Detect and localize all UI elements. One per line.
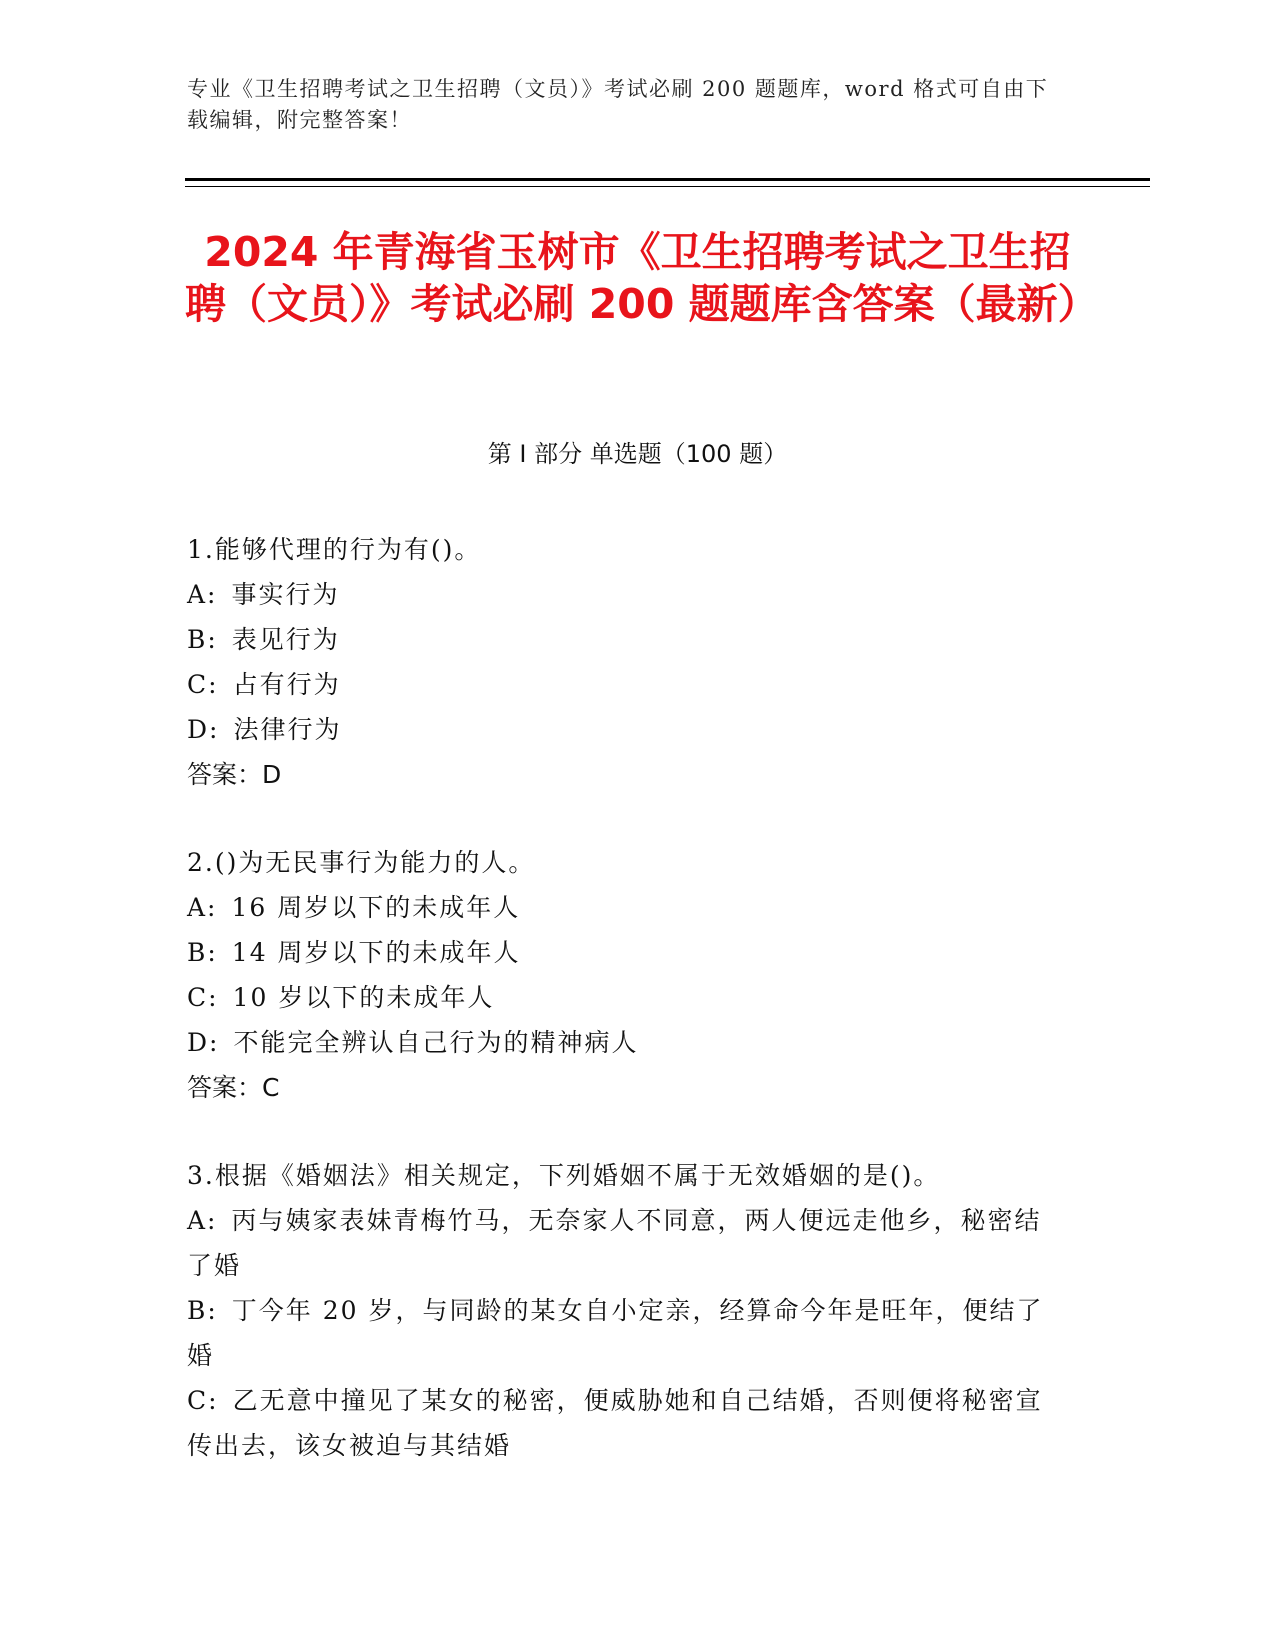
option-a	[187, 885, 1067, 930]
option-text: 10 岁以下的未成年人	[232, 983, 495, 1012]
option-label: C:	[187, 1386, 219, 1415]
header-divider-thick	[185, 178, 1150, 181]
option-d	[187, 707, 1067, 752]
option-text: 不能完全辨认自己行为的精神病人	[233, 1028, 639, 1057]
question-3	[187, 1153, 1067, 1468]
option-label: D:	[187, 715, 220, 744]
option-label: A:	[187, 580, 218, 609]
header-divider-thin	[185, 186, 1150, 187]
option-d	[187, 1020, 1067, 1065]
option-text: 表见行为	[231, 625, 340, 654]
option-label: A:	[187, 893, 218, 922]
option-label: B:	[187, 625, 218, 654]
option-label: D:	[187, 1028, 220, 1057]
option-text: 乙无意中撞见了某女的秘密，便威胁她和自己结婚，否则便将秘密宣传出去，该女被迫与其结婚	[187, 1386, 1043, 1460]
option-text: 丁今年 20 岁，与同龄的某女自小定亲，经算命今年是旺年，便结了婚	[187, 1296, 1044, 1370]
option-b	[187, 1288, 1067, 1378]
option-label: B:	[187, 938, 218, 967]
answer-line: 答案：C	[187, 1073, 280, 1102]
option-text: 14 周岁以下的未成年人	[231, 938, 521, 967]
document-title: 2024 年青海省玉树市《卫生招聘考试之卫生招聘（文员）》考试必刷 200 题题库含答案（最新）	[185, 228, 1099, 328]
option-label: B:	[187, 1296, 218, 1325]
option-b	[187, 617, 1067, 662]
option-c	[187, 662, 1067, 707]
answer-line: 答案：D	[187, 760, 282, 789]
question-stem: 3.根据《婚姻法》相关规定，下列婚姻不属于无效婚姻的是()。	[187, 1161, 941, 1190]
option-c	[187, 1378, 1067, 1468]
option-a	[187, 572, 1067, 617]
option-text: 占有行为	[232, 670, 341, 699]
question-stem: 2.()为无民事行为能力的人。	[187, 848, 536, 877]
header-note: 专业《卫生招聘考试之卫生招聘（文员）》考试必刷 200 题题库，word 格式可自由下载编辑，附完整答案！	[187, 77, 1049, 132]
option-a	[187, 1198, 1067, 1288]
option-label: A:	[187, 1206, 218, 1235]
question-list	[187, 527, 1067, 1511]
question-stem: 1.能够代理的行为有()。	[187, 535, 482, 564]
question-1	[187, 527, 1067, 797]
section-heading: 第 I 部分 单选题（100 题）	[487, 440, 788, 468]
option-c	[187, 975, 1067, 1020]
option-b	[187, 930, 1067, 975]
option-text: 丙与姨家表妹青梅竹马，无奈家人不同意，两人便远走他乡，秘密结了婚	[187, 1206, 1042, 1280]
option-label: C:	[187, 670, 219, 699]
question-2	[187, 840, 1067, 1110]
option-text: 事实行为	[231, 580, 340, 609]
option-text: 法律行为	[233, 715, 342, 744]
option-label: C:	[187, 983, 219, 1012]
option-text: 16 周岁以下的未成年人	[231, 893, 521, 922]
